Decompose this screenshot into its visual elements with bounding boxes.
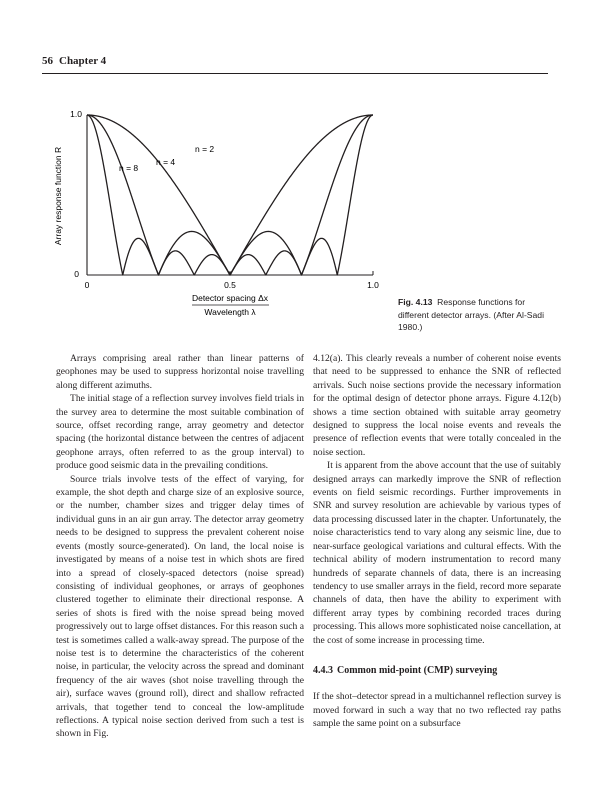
response-chart [0,0,613,340]
section-heading [313,664,561,677]
paragraph: If the shot–detector spread in a multichannel reflection survey is moved forward in such a way that no two reflected ray paths sample the same point on a subsurface [313,691,561,730]
series-label-n2: n = 2 [195,144,215,154]
series-line-n8 [87,115,373,275]
series-line-n2 [87,115,373,275]
tick-label-y-bottom: 0 [74,269,79,279]
paragraph: Source trials involve tests of the effect of varying, for example, the shot depth and charge size of an explosive source, or the number, chamber sizes and trigger delay times of individual guns in an air gun array. The detector array geometry needs to be designed to suppress the prevalent coherent noise events (mostly source-generated). On land, the local noise is investigated by means of a noise test in which shots are fired into a spread of closely-spaced detectors (noise spread) consisting of individual geophones, or arrays of geophones clustered together to eliminate their directional response. A series of shots is fired with the noise spread being moved progressively out to large offset distances. For this reason such a test is sometimes called a walk-away spread. The purpose of the noise test is to determine the characteristics of the coherent noise, in particular, the velocity across the spread and dominant frequency of the air waves (shot noise travelling through the air), surface waves (ground roll), direct and shallow refracted arrivals, that together tend to conceal the low-amplitude reflections. A typical noise section derived from such a test is shown in Fig. [56,473,304,740]
series-label-n8: n = 8 [119,163,139,173]
figure-label: Fig. 4.13 [398,297,433,307]
paragraph: 4.12(a). This clearly reveals a number of coherent noise events that need to be suppressed to enhance the SNR of reflected arrivals. Such noise sections provide the necessary information for the optimal design of detector phone arrays. Figure 4.12(b) shows a time section obtained with suitable array geometry designed to suppress the local noise events and reveals the presence of reflection events that were totally concealed in the noise section. [313,353,561,458]
paragraph: It is apparent from the above account that the use of suitably designed arrays can markedly improve the SNR of reflection events on field seismic recordings. Further improvements in SNR and survey resolution are achievable by various types of data processing discussed later in the chapter. Unfortunately, the noise characteristics tend to vary along any seismic line, due to near-surface geological variations and cultural effects. With the technical ability of modern instrumentation to record many hundreds of separate channels of data, there is an increasing tendency to use smaller arrays in the field, record more separate channels of data, then have the ability to experiment with different array types by combining recorded traces during processing. This allows more sophisticated noise cancellation, at the cost of some increase in processing time. [313,460,561,646]
chapter-title: Chapter 4 [59,55,107,67]
series-line-n4 [87,115,373,275]
x-axis-label-bottom: Wavelength λ [204,307,256,317]
section-number: 4.4.3 [313,664,333,676]
series-label-n4: n = 4 [156,157,176,167]
tick-label-x-mid: 0.5 [224,280,236,290]
tick-label-x-1: 1.0 [367,280,379,290]
right-column [313,352,561,731]
tick-label-x-0: 0 [84,280,90,290]
paragraph: Arrays comprising areal rather than linear patterns of geophones may be used to suppress horizontal noise travelling along different azimuths. [56,353,304,391]
paragraph: The initial stage of a reflection survey involves field trials in the survey area to determine the most suitable combination of source, offset recording range, array geometry and detector spacing (the horizontal distance between the centres of adjacent geophone arrays, often referred to as the group interval) to produce good seismic data in the prevailing conditions. [56,393,304,472]
section-title: Common mid-point (CMP) surveying [337,664,498,676]
page-number: 56 [42,55,53,67]
caption-text: Response functions for different detector arrays. (After Al-Sadi 1980.) [398,297,545,332]
figure-caption [398,296,558,334]
y-axis-label: Array response function R [53,146,63,246]
tick-label-y-top: 1.0 [70,109,82,119]
x-axis-label-top: Detector spacing Δx [191,293,269,303]
left-column [56,352,304,741]
